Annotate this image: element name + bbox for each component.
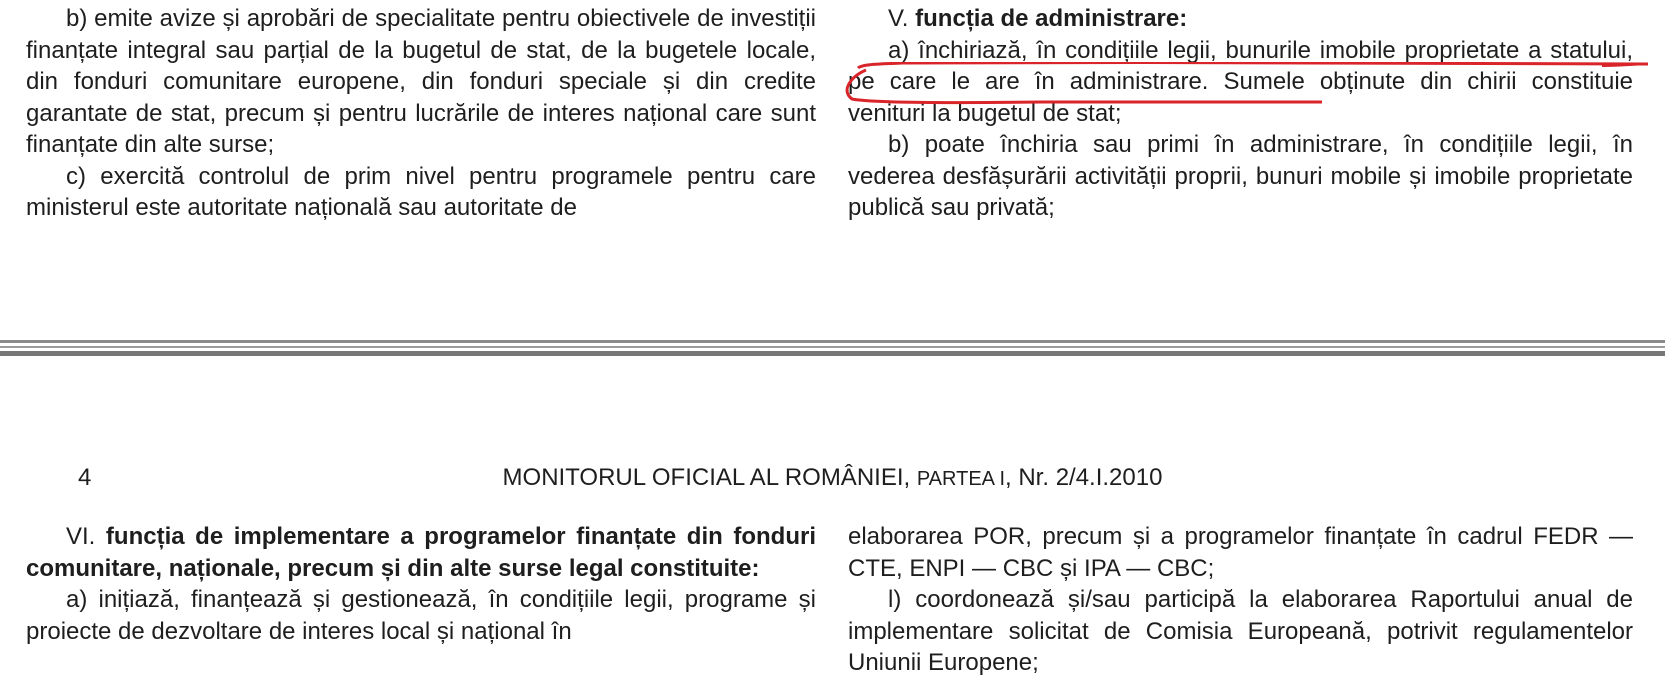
section-vi-number: VI.: [66, 523, 96, 550]
top-right-column: [848, 3, 1633, 224]
section-vi-heading: [26, 521, 816, 584]
section-v-title: funcția de administrare:: [915, 5, 1188, 32]
page-separator: [0, 340, 1665, 356]
section-v-heading: [848, 3, 1633, 35]
running-header: [0, 464, 1665, 504]
paragraph-l-coordoneaza: l) coordonează și/sau participă la elaborarea Raportului anual de implementare solicitat de Comisia Europeană, potrivit regulamentelor Uniunii Europene;: [848, 586, 1633, 676]
paragraph-continuation-por: elaborarea POR, precum și a programelor finanțate în cadrul FEDR — CTE, ENPI — CBC și IPA — CBC;: [848, 523, 1633, 582]
bottom-left-column: [26, 521, 816, 647]
paragraph-b-inchiria: b) poate închiria sau primi în administrare, în condițiile legii, în vederea desfășurării activității proprii, bunuri mobile și imobile proprietate publică sau privată;: [848, 131, 1633, 221]
bottom-right-column: [848, 521, 1633, 679]
journal-issue: , Nr. 2/4.I.2010: [1005, 464, 1163, 491]
paragraph-a-rest: Sumele obținute din chirii constituie venituri la bugetul de stat;: [848, 68, 1633, 127]
section-vi-title: funcția de implementare a programelor finanțate din fonduri comunitare, naționale, precum și din alte surse legal constituite:: [26, 523, 816, 582]
paragraph-a-initiaza: a) inițiază, finanțează și gestionează, în condițiile legii, programe și proiecte de dezvoltare de interes local și național în: [26, 586, 816, 645]
highlighted-underlined-text: a) închiriază, în condițiile legii, bunurile imobile proprietate a statului, pe care le are în administrare.: [848, 36, 1633, 95]
section-v-number: V.: [888, 5, 909, 32]
page-number: 4: [78, 464, 92, 491]
journal-part: PARTEA I: [916, 468, 1006, 490]
paragraph-b-avize: b) emite avize și aprobări de specialitate pentru obiectivele de investiții finanțate integral sau parțial de la bugetul de stat, de la bugetele locale, din fonduri comunitare europene, din fonduri speciale și din credite garantate de stat, precum și pentru lucrările de interes național care sunt finanțate din alte surse;: [26, 5, 816, 158]
top-page-fragment: [0, 0, 1665, 340]
bottom-page-fragment: [0, 356, 1665, 700]
top-left-column: [26, 3, 816, 224]
journal-title: [0, 464, 1665, 492]
paragraph-c-control: c) exercită controlul de prim nivel pentru programele pentru care ministerul este autoritate națională sau autoritate de: [26, 162, 816, 221]
paragraph-a-inchiriaza: [848, 35, 1633, 130]
journal-main: MONITORUL OFICIAL AL ROMÂNIEI,: [502, 464, 917, 491]
